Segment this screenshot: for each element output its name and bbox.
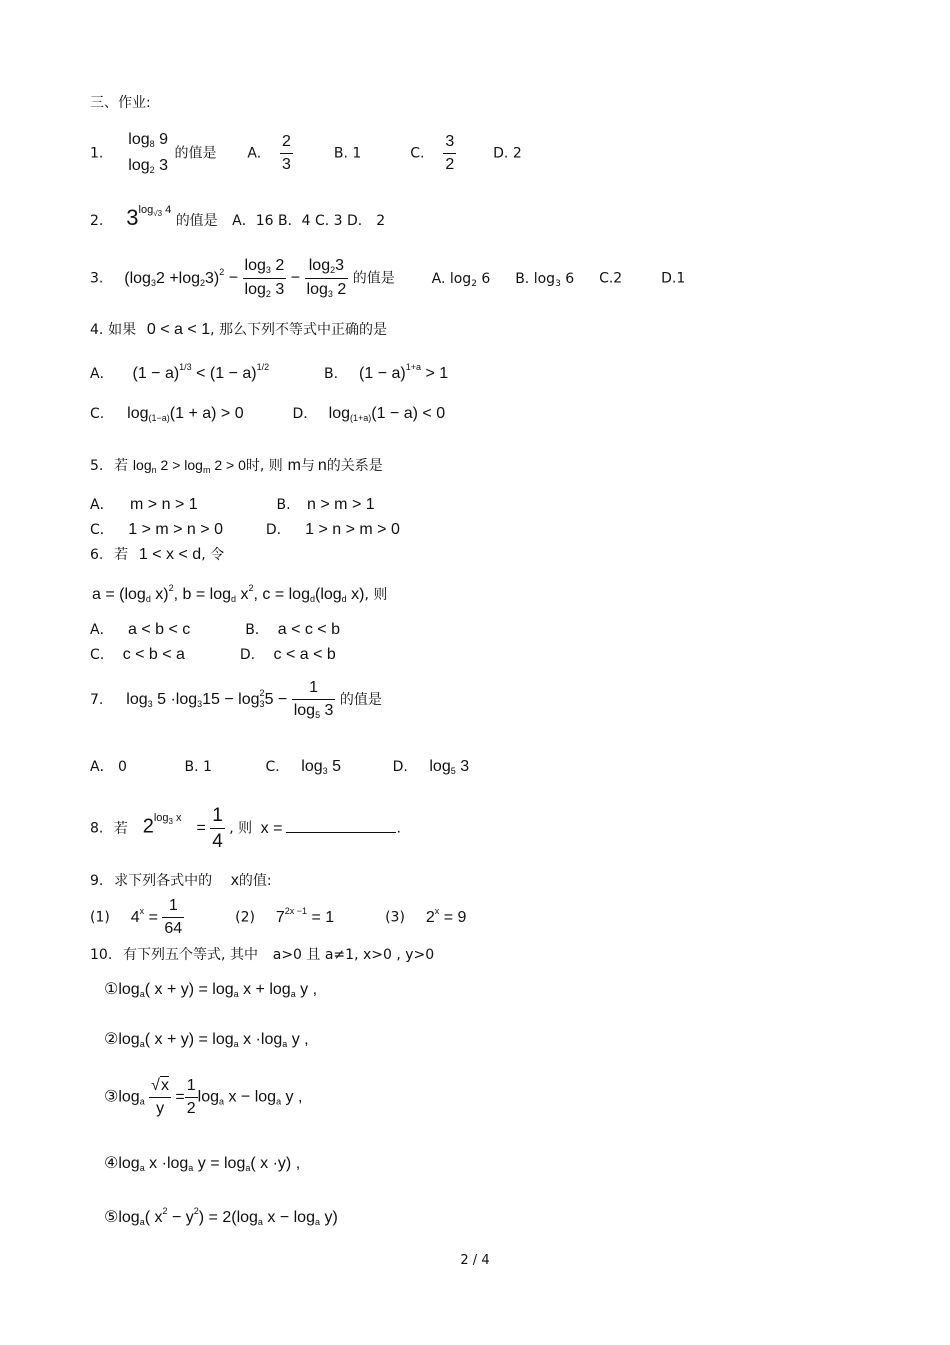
q5-option-a: m > n > 1 bbox=[130, 496, 198, 513]
q5-stem: 若 bbox=[114, 458, 129, 474]
q5-n: n bbox=[317, 457, 327, 474]
page-number: 2 / 4 bbox=[460, 1253, 490, 1268]
q6-option-a-label: A． bbox=[90, 622, 114, 638]
q3-option-a: A. $\log_2 6$ bbox=[431, 270, 491, 289]
q1-option-d: D. 2 bbox=[493, 145, 522, 162]
q4-option-a: $(1 - a)^{1/3} < (1 - a)^{1/2}$ bbox=[132, 362, 270, 382]
q7-option-d: $\log_5 3$ bbox=[429, 758, 470, 776]
q4-option-c-label: C. bbox=[90, 406, 105, 422]
q5-option-c: 1 > m > n > 0 bbox=[128, 521, 223, 538]
q5-tail: 的关系是 bbox=[326, 458, 383, 474]
q5-m: m bbox=[287, 457, 301, 474]
question-5 bbox=[90, 458, 383, 475]
q10-item-3: $③\log_a$ $\frac{√x}{y}$ = $\frac{1}{2}$ $\log_a x - \log_a y$ , bbox=[104, 1077, 303, 1117]
q8-exponent: log3 x bbox=[153, 811, 182, 826]
q5-option-a-label: A． bbox=[90, 497, 114, 513]
q9-part-3-label: (3) bbox=[385, 909, 405, 926]
q6-row-cd bbox=[90, 647, 336, 663]
q5-number: 5. bbox=[90, 458, 104, 474]
q3-option-d: D.1 bbox=[661, 270, 686, 287]
q8-period: . bbox=[396, 819, 401, 837]
q6-condition: 1 < x < d bbox=[138, 546, 202, 563]
q7-option-b: B. 1 bbox=[184, 759, 212, 775]
q5-mid: 时, 则 bbox=[245, 458, 283, 474]
q10-number: 10. bbox=[90, 947, 113, 963]
q8-fraction: $\frac{1}{4}$ bbox=[212, 805, 223, 852]
q7-option-c: $\log_3 5$ bbox=[301, 758, 342, 776]
q5-option-d-label: D． bbox=[265, 522, 291, 538]
q2-suffix: 的值是 bbox=[175, 213, 218, 229]
q6-stem: 若 bbox=[114, 547, 129, 563]
q4-option-d-label: D. bbox=[292, 406, 308, 422]
q5-yu: 与 bbox=[300, 458, 315, 474]
q4-number: 4. bbox=[90, 322, 104, 338]
q7-option-d-label: D. bbox=[392, 759, 408, 775]
q6-definitions: $a = (\log_d$ x)$^2$, $b = \log_d x^2$, $c = \log_d(\log_d$ x), 则 bbox=[92, 583, 388, 604]
q4-option-d: $\log_{(1+a)}(1 - a) < 0$ bbox=[328, 405, 446, 423]
q10-item-2: $②\log_a$( $x + y) = \log_a x \cdot\log_a$ y , bbox=[104, 1031, 309, 1049]
q2-exponent: log√3 4 bbox=[138, 204, 172, 218]
q8-base: 2 bbox=[142, 815, 154, 838]
q9-part-3: 2$^x$ = 9 bbox=[425, 905, 467, 926]
q3-minus-2: − bbox=[290, 269, 301, 287]
q4-condition: 0 < a < 1 bbox=[146, 321, 211, 338]
q1-option-c: C. bbox=[410, 145, 425, 162]
q9-x: x bbox=[230, 872, 239, 889]
q7-options bbox=[90, 759, 469, 776]
q6-tail: , 令 bbox=[201, 547, 225, 563]
question-6 bbox=[90, 547, 224, 563]
q10-stem: 有下列五个等式, 其中 bbox=[123, 947, 258, 963]
q9-part-1-label: (1) bbox=[90, 909, 110, 926]
q6-option-c: c < b < a bbox=[122, 646, 185, 663]
q9-number: 9. bbox=[90, 873, 104, 889]
q4-option-c: $\log_{(1-a)}(1 + a) > 0$ bbox=[127, 405, 244, 423]
q3-fraction-2: $\frac{\log_23}{\log_3 2}$ bbox=[306, 257, 347, 299]
q9-part-1: 4$^x$ = $\frac{1}{64}$ bbox=[130, 897, 183, 937]
question-9 bbox=[90, 873, 272, 889]
q4-option-b-label: B. bbox=[324, 366, 339, 382]
q6-number: 6. bbox=[90, 547, 104, 563]
q1-option-b: B. 1 bbox=[333, 145, 362, 162]
q9-part-2: $7^{2x -1} = 1$ bbox=[275, 905, 335, 926]
q10-item-1: $①\log_a$( $x + y) = \log_a x + \log_a y$ , bbox=[104, 981, 318, 999]
q9-part-2-label: (2) bbox=[235, 909, 255, 926]
q2-base: 3 bbox=[126, 205, 139, 230]
question-7 bbox=[90, 680, 382, 720]
q8-answer-blank[interactable] bbox=[286, 831, 396, 833]
question-2 bbox=[90, 205, 385, 229]
q1-number: 1. bbox=[90, 145, 104, 162]
q2-options: A．16 B．4 C. 3 D． 2 bbox=[232, 213, 386, 229]
section-title: 三、作业: bbox=[90, 95, 151, 111]
q8-stem: 若 bbox=[113, 820, 128, 837]
q4-stem: 如果 bbox=[108, 322, 137, 338]
q6-option-b: a < c < b bbox=[277, 621, 340, 638]
q4-tail: , 那么下列不等式中正确的是 bbox=[210, 322, 387, 338]
q3-suffix: 的值是 bbox=[352, 270, 395, 287]
q6-option-c-label: C. bbox=[90, 647, 105, 663]
q7-option-a: A． 0 bbox=[90, 759, 127, 775]
q8-x: x = bbox=[260, 819, 283, 837]
q9-parts bbox=[90, 898, 466, 937]
q10-item-5: $⑤\log_a$( $x^2 - y^2) = 2(\log_a$ $x - \log_a y$) bbox=[104, 1206, 338, 1227]
q6-option-a: a < b < c bbox=[128, 621, 191, 638]
q4-row-ab bbox=[90, 363, 448, 382]
q4-row-cd bbox=[90, 406, 445, 423]
question-3 bbox=[90, 258, 685, 299]
q2-number: 2. bbox=[90, 213, 104, 229]
q10-condition: a>0 且 a≠1, x>0 , y>0 bbox=[272, 947, 435, 963]
question-8 bbox=[90, 806, 401, 851]
q7-number: 7. bbox=[90, 692, 104, 709]
q6-option-b-label: B. bbox=[245, 622, 260, 638]
q3-number: 3. bbox=[90, 270, 104, 287]
q4-option-b: $(1 - a)^{1+a} > 1$ bbox=[359, 362, 449, 382]
q3-option-b: B. $\log_3 6$ bbox=[515, 270, 575, 289]
q7-fraction: $\frac{1}{\log_5 3}$ bbox=[293, 679, 334, 720]
question-4 bbox=[90, 322, 387, 338]
q1-option-a-value: $\frac{2}{3}$ bbox=[282, 133, 291, 173]
q3-option-c: C.2 bbox=[599, 270, 623, 287]
q4-option-a-label: A． bbox=[90, 366, 114, 382]
q3-expression: $(\log_32 +\log_23)^2$ bbox=[124, 266, 225, 288]
q7-option-c-label: C. bbox=[265, 759, 280, 775]
q3-minus-1: − bbox=[228, 269, 239, 287]
q1-suffix: 的值是 bbox=[174, 145, 217, 162]
q1-option-a: A. bbox=[247, 145, 262, 162]
q7-suffix: 的值是 bbox=[339, 692, 382, 709]
q5-option-b: n > m > 1 bbox=[307, 496, 375, 513]
q6-row-ab bbox=[90, 622, 340, 638]
q10-item-4: $④\log_a$ $x \cdot\log_a$ $y = \log_a$( x ·y) , bbox=[104, 1155, 301, 1173]
q9-tail: 的值: bbox=[238, 873, 272, 889]
q5-option-d: 1 > n > m > 0 bbox=[305, 521, 400, 538]
q7-expression: $\log_3 5 \cdot\log_315 - \log_3^25$ − bbox=[126, 688, 288, 710]
q6-option-d: c < a < b bbox=[273, 646, 336, 663]
q1-fraction: $\log_8 9$ $\log_2 3$ bbox=[128, 131, 168, 175]
q3-fraction-1: $\frac{\log_3 2}{\log_2 3}$ bbox=[244, 257, 285, 299]
q5-row-ab bbox=[90, 497, 375, 513]
question-10 bbox=[90, 947, 434, 962]
question-1 bbox=[90, 132, 522, 175]
q5-expression: $\log_n 2 > \log_m 2 > 0$ bbox=[132, 457, 246, 475]
q5-option-c-label: C． bbox=[90, 522, 114, 538]
q6-option-d-label: D. bbox=[239, 647, 256, 663]
q8-equals: = bbox=[196, 819, 206, 837]
q1-option-c-value: $\frac{3}{2}$ bbox=[445, 133, 455, 173]
q8-number: 8. bbox=[90, 820, 104, 837]
q8-tail: , 则 bbox=[229, 820, 253, 837]
q5-option-b-label: B. bbox=[276, 497, 291, 513]
q9-stem: 求下列各式中的 bbox=[114, 873, 213, 889]
q5-row-cd bbox=[90, 522, 400, 538]
